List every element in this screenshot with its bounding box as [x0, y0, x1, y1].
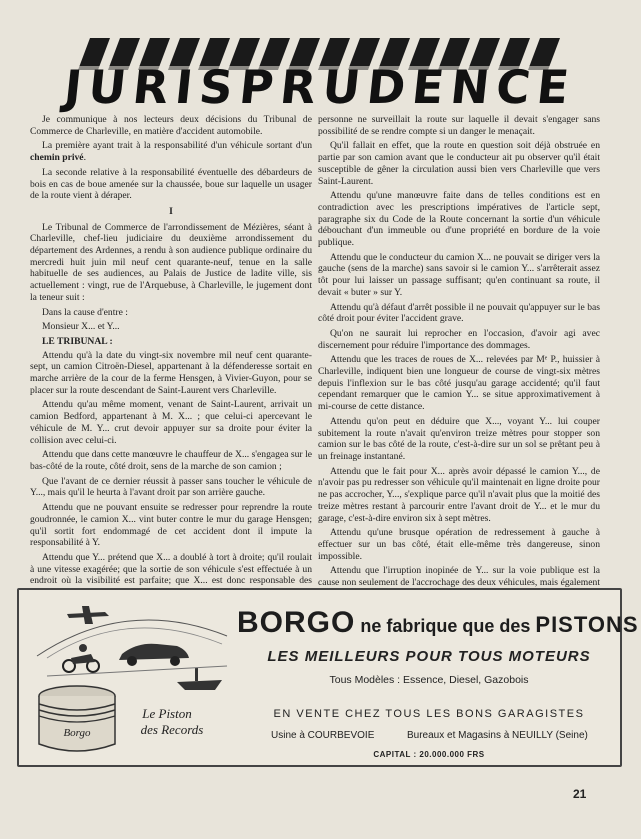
svg-text:Borgo: Borgo: [63, 727, 91, 739]
piston-illustration: [27, 596, 232, 756]
airplane-icon: [67, 606, 109, 624]
piston-icon: [39, 686, 115, 751]
attendu-paragraph: Attendu que les traces de roues de X... relevées par Mᵉ P., huissier à Charleville, indiquent bien une longueur de course de vingt-six mètres depuis l'inflexion sur le bas côté jusqu'au garage accidenté; qu'il faut cependant remarquer que le camion Y... se situe approximativement à mi-course de cette distance.: [318, 354, 600, 413]
section-heading: I: [169, 205, 173, 217]
boat-icon: [177, 668, 222, 690]
attendu-paragraph: Attendu que le conducteur du camion X... ne pouvait se diriger vers la gauche (sens de la marche) sans savoir si le camion Y... s'arrêterait assez tôt pour lui laisser un passage suffisant; qu'en continuant sa route, il devait « buter » sur Y.: [318, 251, 600, 298]
cause-line-1: Dans la cause d'entre :: [42, 306, 128, 318]
ad-headline: [237, 606, 639, 642]
judgment-paragraph: Le Tribunal de Commerce de l'arrondissement de Mézières, séant à Charleville, chef-lieu judiciaire du deuxième arrondissement du département des Ardennes, a rendu à son audience publique ordinaire du mercredi huit juin mil neuf cent quarante-neuf, tenue en la salle habituelle de ses audiences, au Palais de Justice de ladite ville, sis actuellement : vingt, rue de l'Arquebuse, à Charleville, le jugement dont la teneur suit :: [30, 221, 312, 303]
attendu-paragraph: Attendu qu'une manœuvre faite dans de telles conditions est en contradiction avec les prescriptions impératives de l'article sept, paragraphe six du Code de la Route concernant la sortie d'un véhicule débouchant d'un immeuble ou d'une propriété en bordure de la voie publique.: [318, 190, 600, 249]
attendu-paragraph: Attendu qu'à la date du vingt-six novembre mil neuf cent quarante-sept, un camion Citroën-Diesel, appartenant à la défenderesse sortait en marche arrière de la cour de la ferme Hensgen, à Vivier-Guyon, pour se placer sur la route descendant de Saint-Laurent vers Charleville.: [30, 349, 312, 396]
brand-product: PISTONS: [535, 612, 639, 637]
attendu-paragraph: Attendu que ne pouvant ensuite se redresser pour reprendre la route goudronnée, le camion X... vint buter contre le mur du garage Hensgen; qu'il sortit fort endommagé de cet accident dont il impute la responsabilité à Y.: [30, 502, 312, 549]
attendu-paragraph: Attendu que le fait pour X... après avoir dépassé le camion Y..., de n'avoir pas pu redresser son véhicule qu'il maintenait en ligne droite pour ne pas accrocher, Y..., s'explique parce qu'il n'avait plus que la moitié des treize mètres restant à parcourir entre l'avant droit de Y... et le mur du garage, c'est-à-dire environ six à sept mètres.: [318, 465, 600, 524]
motorcycle-icon: [63, 644, 99, 672]
attendu-paragraph: Attendu que Y... prétend que X... a doublé à tort à droite; qu'il roulait à une vitesse exagérée; que la sortie de son véhicule s'est effectuée à un endroit où la visibilité est parfaite; que X... est donc responsable des: [30, 551, 312, 587]
ad-factory: Usine à COURBEVOIE: [271, 730, 375, 741]
brand-name: BORGO: [237, 606, 356, 639]
ad-sale-line: EN VENTE CHEZ TOUS LES BONS GARAGISTES: [273, 708, 585, 720]
cause-line-2: Monsieur X... et Y...: [42, 321, 120, 333]
attendu-paragraph: Que l'avant de ce dernier réussit à passer sans toucher le véhicule de Y..., mais qu'il le heurta à l'avant droit par son arrière gauche.: [30, 475, 312, 499]
page-title: JURISPRUDENCE: [61, 60, 579, 114]
attendu-paragraph: Qu'on ne saurait lui reprocher en l'occasion, d'avoir agi avec discernement pour réduire l'importance des dommages.: [318, 327, 600, 351]
intro-paragraph-1: Je communique à nos lecteurs deux décisions du Tribunal de Commerce de Charleville, en matière d'accident automobile.: [30, 114, 312, 137]
piston-tagline-2: des Records: [140, 722, 204, 737]
car-icon: [119, 644, 189, 666]
right-column: [318, 114, 600, 589]
ad-models: Tous Modèles : Essence, Diesel, Gazobois: [329, 674, 529, 686]
intro-paragraph-2: La première ayant trait à la responsabilité d'un véhicule sortant d'un chemin privé.: [30, 140, 312, 164]
attendu-paragraph: Attendu que l'irruption inopinée de Y... sur la voie publique est la cause non seulement de l'accrochage des deux véhicules, mais également: [318, 565, 600, 589]
ad-capital: CAPITAL : 20.000.000 FRS: [373, 750, 485, 759]
intro-paragraph-3: La seconde relative à la responsabilité éventuelle des débardeurs de bois en cas de boue amenée sur la chaussée, boue sur laquelle un usager de la route vient à déraper.: [30, 166, 312, 202]
ad-slogan: LES MEILLEURS POUR TOUS MOTEURS: [267, 648, 591, 665]
ad-office: Bureaux et Magasins à NEUILLY (Seine): [407, 730, 588, 741]
borgo-advertisement: [17, 588, 639, 767]
left-column: [30, 114, 312, 587]
attendu-paragraph: Qu'il fallait en effet, que la route en question soit déjà obstruée en partie par son camion avant que le conducteur ait pu observer qu'il était susceptible de gêner la circulation aussi bien vers Charleville que vers Saint-Laurent.: [318, 140, 600, 187]
attendu-paragraph: Attendu qu'une brusque opération de redressement à gauche à effectuer sur un bas côté, était elle-même très dangereuse, sinon impossible.: [318, 527, 600, 562]
page-header: [40, 30, 600, 112]
continued-paragraph: personne ne surveillait la route sur laquelle il devait s'engager sans possibilité de se rendre compte si un danger le menaçait.: [318, 114, 600, 137]
attendu-paragraph: Attendu qu'on peut en déduire que X..., voyant Y... lui couper subitement la route n'avait qu'environ treize mètres pour stopper son camion sur le bas côté de la route, c'est-à-dire sur un sol se prêtant peu à un freinage instantané.: [318, 415, 600, 462]
tribunal-heading: LE TRIBUNAL :: [42, 335, 113, 347]
attendu-paragraph: Attendu qu'à défaut d'arrêt possible il ne pouvait qu'appuyer sur le bas côté droit pour éviter l'accident grave.: [318, 301, 600, 325]
brand-tagline: ne fabrique que des: [355, 616, 536, 636]
attendu-paragraph: Attendu que dans cette manœuvre le chauffeur de X... s'engagea sur le bas-côté de la route, côté droit, sens de la marche de son camion ;: [30, 449, 312, 472]
page-number: 21: [573, 787, 587, 801]
piston-tagline-1: Le Piston: [142, 706, 192, 721]
attendu-paragraph: Attendu qu'au même moment, venant de Saint-Laurent, arrivait un camion Bedford, appartenant à M. X... ; que celui-ci apercevant le véhicule de M. Y... crut devoir appuyer sur sa droite pour éviter la collision avec celui-ci.: [30, 399, 312, 446]
